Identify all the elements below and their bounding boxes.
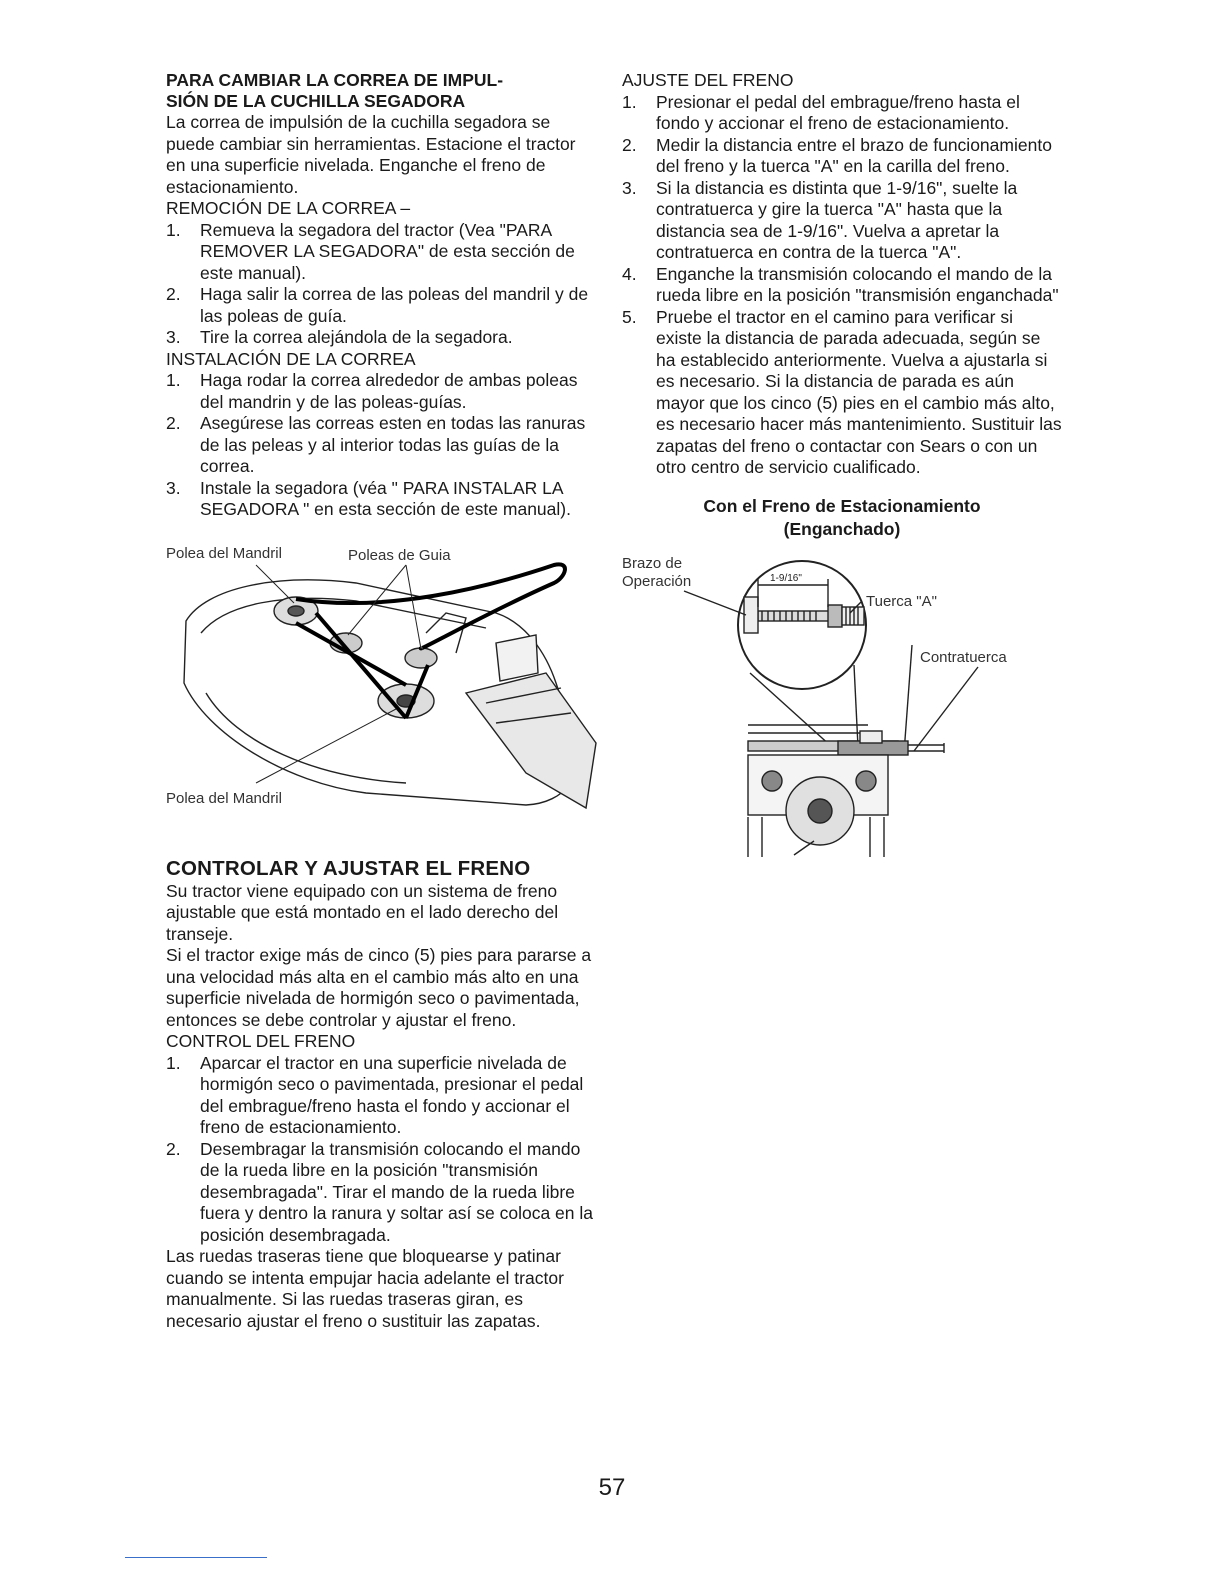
brake-adjust-figure [622,555,1062,865]
footer-rule [125,1557,267,1558]
list-item: 3. Si la distancia es distinta que 1-9/16", suelte la contratuerca y gire la tuerca "A" hasta que la distancia sea de 1-9/16". Vuelva a apretar la contratuerca en contra de la tuerca "A". [622,177,1018,262]
list-item: 1. Presionar el pedal del embrague/freno hasta el fondo y accionar el freno de estacionamiento. [622,91,1020,133]
label-arm-line2: Operación [622,572,692,590]
label-arm-line1: Brazo de [622,554,683,572]
brake-illustration [622,555,1062,865]
figure-title-line1: Con el Freno de Estacionamiento [703,495,981,516]
list-item: 2. Haga salir la correa de las poleas del mandril y de las poleas de guía. [166,284,589,326]
control-title: CONTROL DEL FRENO [166,1031,356,1051]
list-item: 3. Instale la segadora (véa " PARA INSTALAR LA SEGADORA " en esta sección de este manual). [166,477,571,519]
list-item: 2. Desembragar la transmisión colocando el mando de la rueda libre en la posición "transmisión desembragada". Tirar el mando de la rueda libre fuera y dentro la ranura y soltar así se coloca en la posición desembragada. [166,1138,593,1245]
label-pulley-bottom: Polea del Mandril [166,789,282,807]
list-item: 2. Asegúrese las correas esten en todas las ranuras de las peleas y al interior todas las guías de la correa. [166,413,586,476]
adjust-steps [622,92,1062,479]
mower-belt-figure [166,543,598,843]
list-item: 1. Remueva la segadora del tractor (Vea "PARA REMOVER LA SEGADORA" de esta sección de este manual). [166,219,575,283]
dimension-label: 1-9/16" [770,572,802,584]
label-locknut: Contratuerca [920,648,1007,666]
belt-intro: La correa de impulsión de la cuchilla segadora se puede cambiar sin herramientas. Estacione el tractor en una superficie nivelada. Enganche el freno de estacionamiento. [166,112,576,197]
adjust-title: AJUSTE DEL FRENO [622,70,794,90]
control-outro: Las ruedas traseras tiene que bloquearse y patinar cuando se intenta empujar hacia adelante el tractor manualmente. Si las ruedas traseras giran, es necesario ajustar el freno o sustituir las zapatas. [166,1246,564,1331]
brake-intro-1: Su tractor viene equipado con un sistema de freno ajustable que está montado en el lado derecho del transeje. [166,880,559,944]
list-item: 3. Tire la correa alejándola de la segadora. [166,327,513,347]
removal-steps [166,220,598,349]
install-steps [166,370,598,521]
page-number: 57 [598,1474,626,1501]
label-guide-pulleys: Poleas de Guia [348,546,451,564]
list-item: 2. Medir la distancia entre el brazo de funcionamiento del freno y la tuerca "A" en la carilla del freno. [622,134,1052,176]
label-nut-a: Tuerca "A" [866,592,937,610]
label-pulley-top: Polea del Mandril [166,544,282,562]
control-steps [166,1053,598,1247]
list-item: 1. Aparcar el tractor en una superficie nivelada de hormigón seco o pavimentada, presionar el pedal del embrague/freno hasta el fondo y accionar el freno de estacionamiento. [166,1052,584,1137]
belt-heading-line1: PARA CAMBIAR LA CORREA DE IMPUL- [166,70,504,90]
list-item: 5. Pruebe el tractor en el camino para verificar si existe la distancia de parada adecuada, según se ha establecido anteriormente. Vuelva a ajustarla si es necesario. Si la distancia de parada es aún mayor que los cinco (5) pies en el cambio más alto, es necesario hacer más mantenimiento. Sustituir las zapatas del freno o contactar con Sears o con un otro centro de servicio cualificado. [622,306,1062,477]
mower-deck-illustration [166,543,598,843]
right-column [622,70,1062,865]
left-column [166,70,598,1332]
list-item: 1. Haga rodar la correa alrededor de ambas poleas del mandrin y de las poleas-guías. [166,370,578,412]
figure-title-line2: (Enganchado) [783,518,901,539]
install-title: INSTALACIÓN DE LA CORREA [166,348,416,369]
brake-figure-title [622,495,1062,541]
brake-heading: CONTROLAR Y AJUSTAR EL FRENO [166,856,531,880]
list-item: 4. Enganche la transmisión colocando el mando de la rueda libre en la posición "transmisión enganchada" [622,263,1059,305]
brake-intro-2: Si el tractor exige más de cinco (5) pies para pararse a una velocidad más alta en el cambio más alto en una superficie nivelada de hormigón seco o pavimentada, entonces se debe controlar y ajustar el freno. [166,945,592,1030]
removal-title: REMOCIÓN DE LA CORREA – [166,198,411,218]
belt-heading-line2: SIÓN DE LA CUCHILLA SEGADORA [166,91,466,111]
